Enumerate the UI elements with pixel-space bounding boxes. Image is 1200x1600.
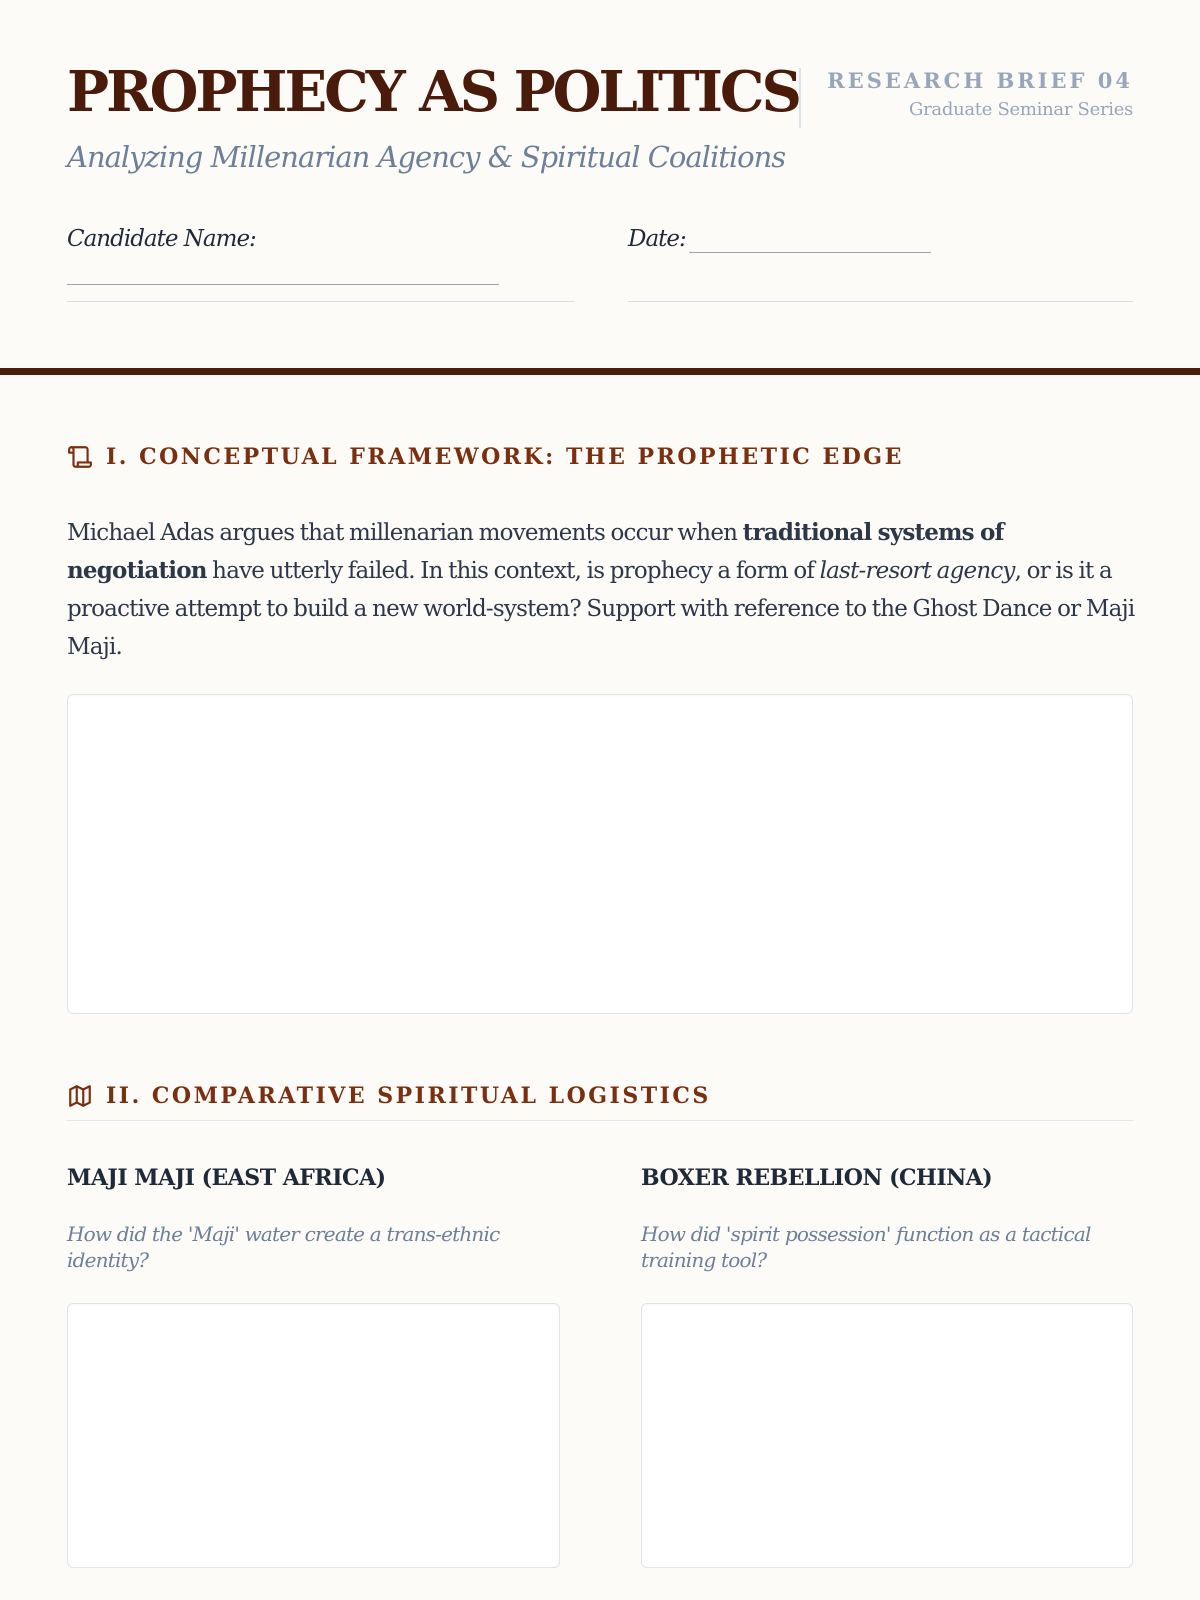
header	[67, 0, 1133, 370]
prompt-text-2: have utterly failed. In this context, is prophecy a form of	[206, 558, 820, 584]
section-1-prompt	[67, 514, 1147, 666]
section-2-divider	[67, 1120, 1133, 1121]
candidate-name-label: Candidate Name:	[67, 226, 256, 252]
brief-info	[799, 68, 1133, 128]
map-icon	[67, 1083, 93, 1109]
candidate-name-blank[interactable]	[67, 284, 499, 285]
date-label: Date:	[628, 226, 686, 252]
prompt-text-3: , or is it a proactive attempt to build a new world-system? Support with reference to the Ghost Dance or Maji Maji.	[67, 558, 1135, 660]
section-1-heading	[67, 444, 904, 470]
column-2-answer-box[interactable]	[641, 1303, 1133, 1568]
column-1-question: How did the 'Maji' water create a trans-ethnic identity?	[67, 1222, 500, 1272]
date-field[interactable]	[628, 226, 1133, 302]
prompt-italic: last-resort agency	[819, 558, 1015, 584]
prompt-bold: traditional systems of negotiation	[67, 519, 1004, 584]
column-1-title: MAJI MAJI (EAST AFRICA)	[67, 1165, 386, 1191]
section-1-title: I. CONCEPTUAL FRAMEWORK: THE PROPHETIC EDGE	[106, 444, 904, 470]
column-1-answer-box[interactable]	[67, 1303, 560, 1568]
section-1-answer-box[interactable]	[67, 694, 1133, 1014]
section-2-title: II. COMPARATIVE SPIRITUAL LOGISTICS	[106, 1083, 711, 1109]
section-2-heading	[67, 1083, 711, 1109]
column-2-title: BOXER REBELLION (CHINA)	[641, 1165, 993, 1191]
page-title: PROPHECY AS POLITICS	[67, 59, 799, 125]
scroll-icon	[67, 444, 93, 470]
series-label: Graduate Seminar Series	[909, 99, 1133, 120]
date-blank[interactable]	[689, 252, 931, 253]
column-2-question: How did 'spirit possession' function as a tactical training tool?	[641, 1222, 1091, 1272]
prompt-text-1: Michael Adas argues that millenarian movements occur when	[67, 520, 743, 546]
page-subtitle: Analyzing Millenarian Agency & Spiritual Coalitions	[67, 140, 786, 174]
header-divider	[0, 368, 1200, 375]
candidate-name-field[interactable]	[67, 226, 574, 302]
brief-label: RESEARCH BRIEF 04	[827, 68, 1133, 93]
